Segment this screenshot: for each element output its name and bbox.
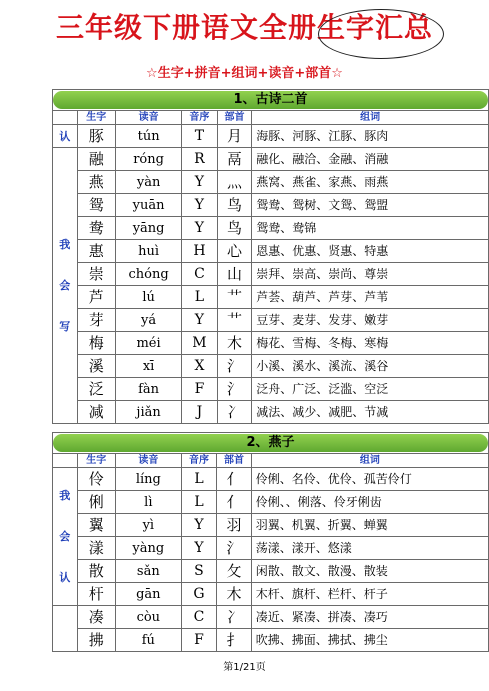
column-header: 音序	[182, 111, 218, 125]
character-cell: 散	[77, 560, 115, 583]
phonetic-order-cell: J	[182, 401, 218, 424]
column-header: 组词	[251, 454, 488, 468]
phonetic-order-cell: Y	[182, 194, 218, 217]
character-cell: 翼	[77, 514, 115, 537]
character-cell: 减	[77, 401, 115, 424]
column-header: 部首	[217, 111, 252, 125]
radical-cell: 亻	[217, 468, 252, 491]
phonetic-order-cell: L	[182, 286, 218, 309]
section-banner-row	[53, 433, 489, 454]
radical-cell: 羽	[217, 514, 252, 537]
pinyin-cell: yuān	[116, 194, 182, 217]
radical-cell: 木	[217, 583, 252, 606]
phonetic-order-cell: Y	[182, 217, 218, 240]
pinyin-cell: líng	[115, 468, 181, 491]
highlight-oval	[318, 9, 444, 59]
pinyin-cell: méi	[116, 332, 182, 355]
table-row	[53, 401, 489, 424]
pinyin-cell: còu	[115, 606, 181, 629]
radical-cell: 心	[217, 240, 252, 263]
table-row	[53, 332, 489, 355]
character-cell: 杆	[77, 583, 115, 606]
pinyin-cell: róng	[116, 148, 182, 171]
word-group-cell: 伶俐、名伶、优伶、孤苦伶仃	[251, 468, 488, 491]
character-cell: 燕	[77, 171, 115, 194]
table-row	[53, 148, 489, 171]
table-row	[53, 583, 489, 606]
column-header: 组词	[252, 111, 489, 125]
group-label-char: 认	[59, 129, 71, 143]
radical-cell: 冫	[217, 401, 252, 424]
phonetic-order-cell: G	[181, 583, 216, 606]
pinyin-cell: lú	[116, 286, 182, 309]
table-row	[53, 217, 489, 240]
column-header: 生字	[77, 111, 115, 125]
phonetic-order-cell: T	[182, 125, 218, 148]
character-cell: 溪	[77, 355, 115, 378]
radical-cell: 攵	[217, 560, 252, 583]
pinyin-cell: huì	[116, 240, 182, 263]
character-cell: 鸯	[77, 217, 115, 240]
group-label-char: 会	[59, 279, 71, 292]
word-group-cell: 小溪、溪水、溪流、溪谷	[252, 355, 489, 378]
word-group-cell: 鸳鸯、鸳树、文鸳、鸳盟	[252, 194, 489, 217]
pinyin-cell: yá	[116, 309, 182, 332]
group-label-cell	[53, 468, 78, 606]
phonetic-order-cell: F	[182, 378, 218, 401]
character-cell: 泛	[77, 378, 115, 401]
column-header: 部首	[217, 454, 252, 468]
column-header: 音序	[181, 454, 216, 468]
phonetic-order-cell: L	[181, 468, 216, 491]
pinyin-cell: chóng	[116, 263, 182, 286]
character-cell: 漾	[77, 537, 115, 560]
table-row	[53, 514, 489, 537]
phonetic-order-cell: Y	[181, 514, 216, 537]
radical-cell: 亻	[217, 491, 252, 514]
character-cell: 俐	[77, 491, 115, 514]
radical-cell: 艹	[217, 309, 252, 332]
table-row	[53, 560, 489, 583]
section-table-1	[52, 89, 489, 424]
radical-cell: 木	[217, 332, 252, 355]
phonetic-order-cell: F	[181, 629, 216, 652]
pinyin-cell: yì	[115, 514, 181, 537]
group-label-cell	[53, 606, 78, 652]
word-group-cell: 羽翼、机翼、折翼、蝉翼	[251, 514, 488, 537]
word-group-cell: 豆芽、麦芽、发芽、嫩芽	[252, 309, 489, 332]
word-group-cell: 梅花、雪梅、冬梅、寒梅	[252, 332, 489, 355]
column-header-row	[53, 111, 489, 125]
word-group-cell: 吹拂、拂面、拂拭、拂尘	[251, 629, 488, 652]
character-cell: 凑	[77, 606, 115, 629]
character-cell: 伶	[77, 468, 115, 491]
group-label-char: 认	[59, 571, 71, 584]
phonetic-order-cell: M	[182, 332, 218, 355]
character-cell: 融	[77, 148, 115, 171]
pinyin-cell: fú	[115, 629, 181, 652]
page-title: 三年级下册语文全册生字汇总	[55, 11, 433, 44]
phonetic-order-cell: Y	[182, 309, 218, 332]
phonetic-order-cell: X	[182, 355, 218, 378]
table-row	[53, 491, 489, 514]
character-cell: 芽	[77, 309, 115, 332]
word-group-cell: 闲散、散文、散漫、散装	[251, 560, 488, 583]
radical-cell: 扌	[217, 629, 252, 652]
phonetic-order-cell: L	[181, 491, 216, 514]
table-row	[53, 240, 489, 263]
phonetic-order-cell: C	[181, 606, 216, 629]
header-spacer	[53, 111, 78, 125]
pinyin-cell: gān	[115, 583, 181, 606]
radical-cell: 氵	[217, 378, 252, 401]
section-table-2	[52, 432, 489, 652]
radical-cell: 冫	[217, 606, 252, 629]
radical-cell: 艹	[217, 286, 252, 309]
section-banner: 2、燕子	[53, 434, 488, 452]
phonetic-order-cell: Y	[181, 537, 216, 560]
table-row	[53, 286, 489, 309]
phonetic-order-cell: C	[182, 263, 218, 286]
word-group-cell: 海豚、河豚、江豚、豚肉	[252, 125, 489, 148]
character-cell: 惠	[77, 240, 115, 263]
column-header: 生字	[77, 454, 115, 468]
pinyin-cell: fàn	[116, 378, 182, 401]
column-header: 读音	[115, 454, 181, 468]
word-group-cell: 恩惠、优惠、贤惠、特惠	[252, 240, 489, 263]
character-cell: 豚	[77, 125, 115, 148]
character-cell: 崇	[77, 263, 115, 286]
character-cell: 梅	[77, 332, 115, 355]
section-banner: 1、古诗二首	[53, 91, 488, 109]
group-label-cell	[53, 125, 78, 148]
radical-cell: 氵	[217, 537, 252, 560]
group-label-char: 我	[59, 238, 71, 251]
word-group-cell: 凑近、紧凑、拼凑、凑巧	[251, 606, 488, 629]
word-group-cell: 荡漾、漾开、悠漾	[251, 537, 488, 560]
table-row	[53, 125, 489, 148]
section-banner-row	[53, 90, 489, 111]
word-group-cell: 融化、融洽、金融、消融	[252, 148, 489, 171]
table-row	[53, 468, 489, 491]
table-row	[53, 355, 489, 378]
word-group-cell: 崇拜、崇高、崇尚、尊崇	[252, 263, 489, 286]
group-label-char: 我	[59, 489, 71, 502]
table-row	[53, 309, 489, 332]
pinyin-cell: jiǎn	[116, 401, 182, 424]
character-cell: 拂	[77, 629, 115, 652]
group-label-char: 写	[59, 320, 71, 333]
table-row	[53, 629, 489, 652]
pinyin-cell: tún	[116, 125, 182, 148]
table-row	[53, 537, 489, 560]
radical-cell: 鸟	[217, 194, 252, 217]
phonetic-order-cell: R	[182, 148, 218, 171]
radical-cell: 氵	[217, 355, 252, 378]
radical-cell: 鸟	[217, 217, 252, 240]
radical-cell: 鬲	[217, 148, 252, 171]
word-group-cell: 燕窝、燕雀、家燕、雨燕	[252, 171, 489, 194]
group-label-cell	[53, 148, 78, 424]
radical-cell: 灬	[217, 171, 252, 194]
phonetic-order-cell: S	[181, 560, 216, 583]
radical-cell: 山	[217, 263, 252, 286]
word-group-cell: 伶俐、、俐落、伶牙俐齿	[251, 491, 488, 514]
word-group-cell: 鸳鸯、鸯锦	[252, 217, 489, 240]
column-header: 读音	[116, 111, 182, 125]
table-row	[53, 606, 489, 629]
phonetic-order-cell: H	[182, 240, 218, 263]
column-header-row	[53, 454, 489, 468]
radical-cell: 月	[217, 125, 252, 148]
pinyin-cell: xī	[116, 355, 182, 378]
page-subtitle: ☆生字+拼音+组词+读音+部首☆	[146, 66, 343, 81]
pinyin-cell: yàng	[115, 537, 181, 560]
phonetic-order-cell: Y	[182, 171, 218, 194]
character-cell: 芦	[77, 286, 115, 309]
group-label-char: 会	[59, 530, 71, 543]
table-row	[53, 263, 489, 286]
pinyin-cell: lì	[115, 491, 181, 514]
pinyin-cell: yāng	[116, 217, 182, 240]
section-banner-cell	[53, 433, 489, 454]
character-cell: 鸳	[77, 194, 115, 217]
word-group-cell: 芦荟、葫芦、芦芽、芦苇	[252, 286, 489, 309]
word-group-cell: 减法、减少、减肥、节减	[252, 401, 489, 424]
table-row	[53, 171, 489, 194]
word-group-cell: 泛舟、广泛、泛滥、空泛	[252, 378, 489, 401]
header-spacer	[53, 454, 78, 468]
pinyin-cell: sǎn	[115, 560, 181, 583]
section-banner-cell	[53, 90, 489, 111]
pinyin-cell: yàn	[116, 171, 182, 194]
table-row	[53, 378, 489, 401]
word-group-cell: 木杆、旗杆、栏杆、杆子	[251, 583, 488, 606]
page-number: 第1/21页	[223, 662, 266, 673]
table-row	[53, 194, 489, 217]
